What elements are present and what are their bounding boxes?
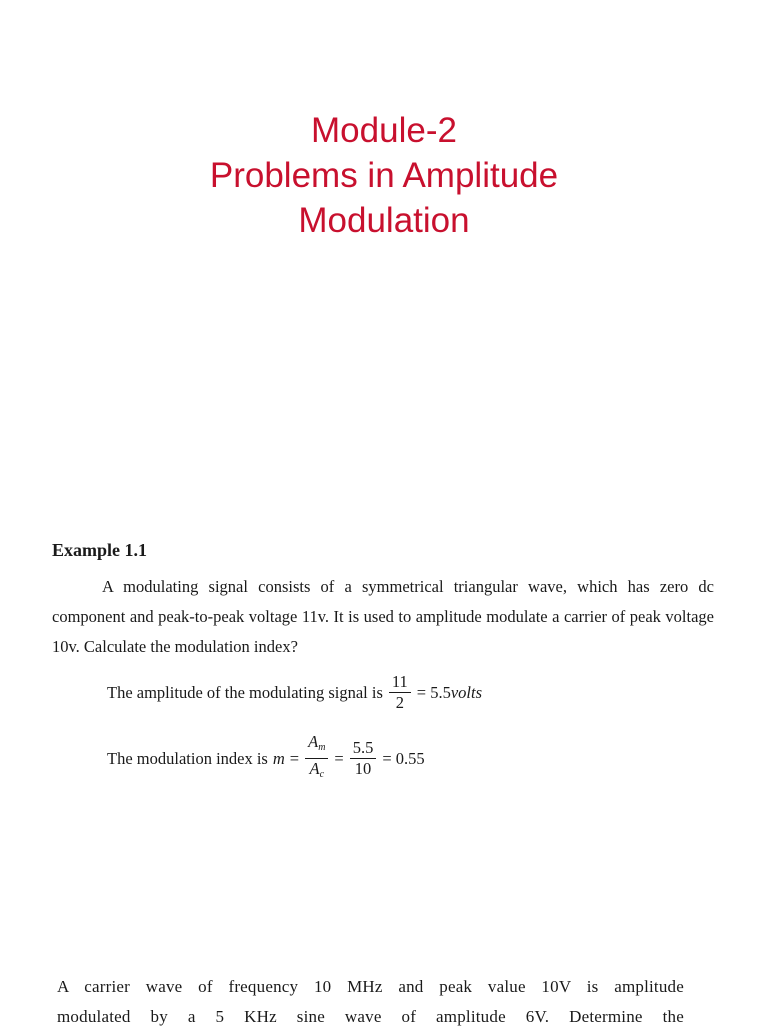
module-title [0, 108, 768, 243]
title-line-2: Problems in Amplitude [209, 156, 559, 195]
ratio-denominator [306, 759, 327, 785]
fraction-denominator: 2 [395, 693, 404, 712]
ratio-denominator-subscript: c [319, 769, 325, 780]
title-line-3: Modulation [298, 201, 470, 240]
example-heading: Example 1.1 [52, 540, 148, 560]
example-problem-text: A modulating signal consists of a symmetrical triangular wave, which has zero dc component and peak-to-peak voltage 11v. It is used to amplitude modulate a carrier of peak voltage 10v. Calculate the modulation index? [52, 577, 714, 656]
ratio-denominator-symbol: A [309, 759, 320, 778]
amplitude-fraction [389, 672, 411, 713]
numeric-numerator: 5.5 [350, 738, 377, 759]
numeric-fraction [350, 738, 377, 779]
modulation-index-result: = 0.55 [382, 748, 425, 768]
equals-sign: = [289, 748, 300, 768]
example-problem [52, 572, 714, 662]
numeric-denominator: 10 [354, 759, 372, 778]
ratio-numerator [305, 732, 328, 759]
ratio-numerator-subscript: m [318, 742, 326, 753]
equals-sign-2: = [334, 748, 344, 768]
problem-2-line-1: A carrier wave of frequency 10 MHz and peak value 10V is amplitude [57, 977, 684, 996]
amplitude-equation [107, 672, 482, 713]
amplitude-result: = 5.5 [416, 682, 451, 702]
title-line-1: Module-2 [311, 111, 457, 150]
ratio-numerator-symbol: A [308, 732, 319, 751]
modulation-index-equation [107, 732, 425, 785]
amplitude-equation-prefix: The amplitude of the modulating signal is [107, 682, 383, 702]
amplitude-unit: volts [450, 682, 482, 702]
problem-2 [57, 972, 684, 1032]
modulation-index-variable: m [272, 748, 285, 768]
fraction-numerator: 11 [389, 672, 411, 693]
modulation-index-prefix: The modulation index is [107, 748, 268, 768]
amplitude-ratio-fraction [305, 732, 328, 785]
problem-2-line-2: modulated by a 5 KHz sine wave of amplitude 6V. Determine the [57, 1007, 684, 1026]
